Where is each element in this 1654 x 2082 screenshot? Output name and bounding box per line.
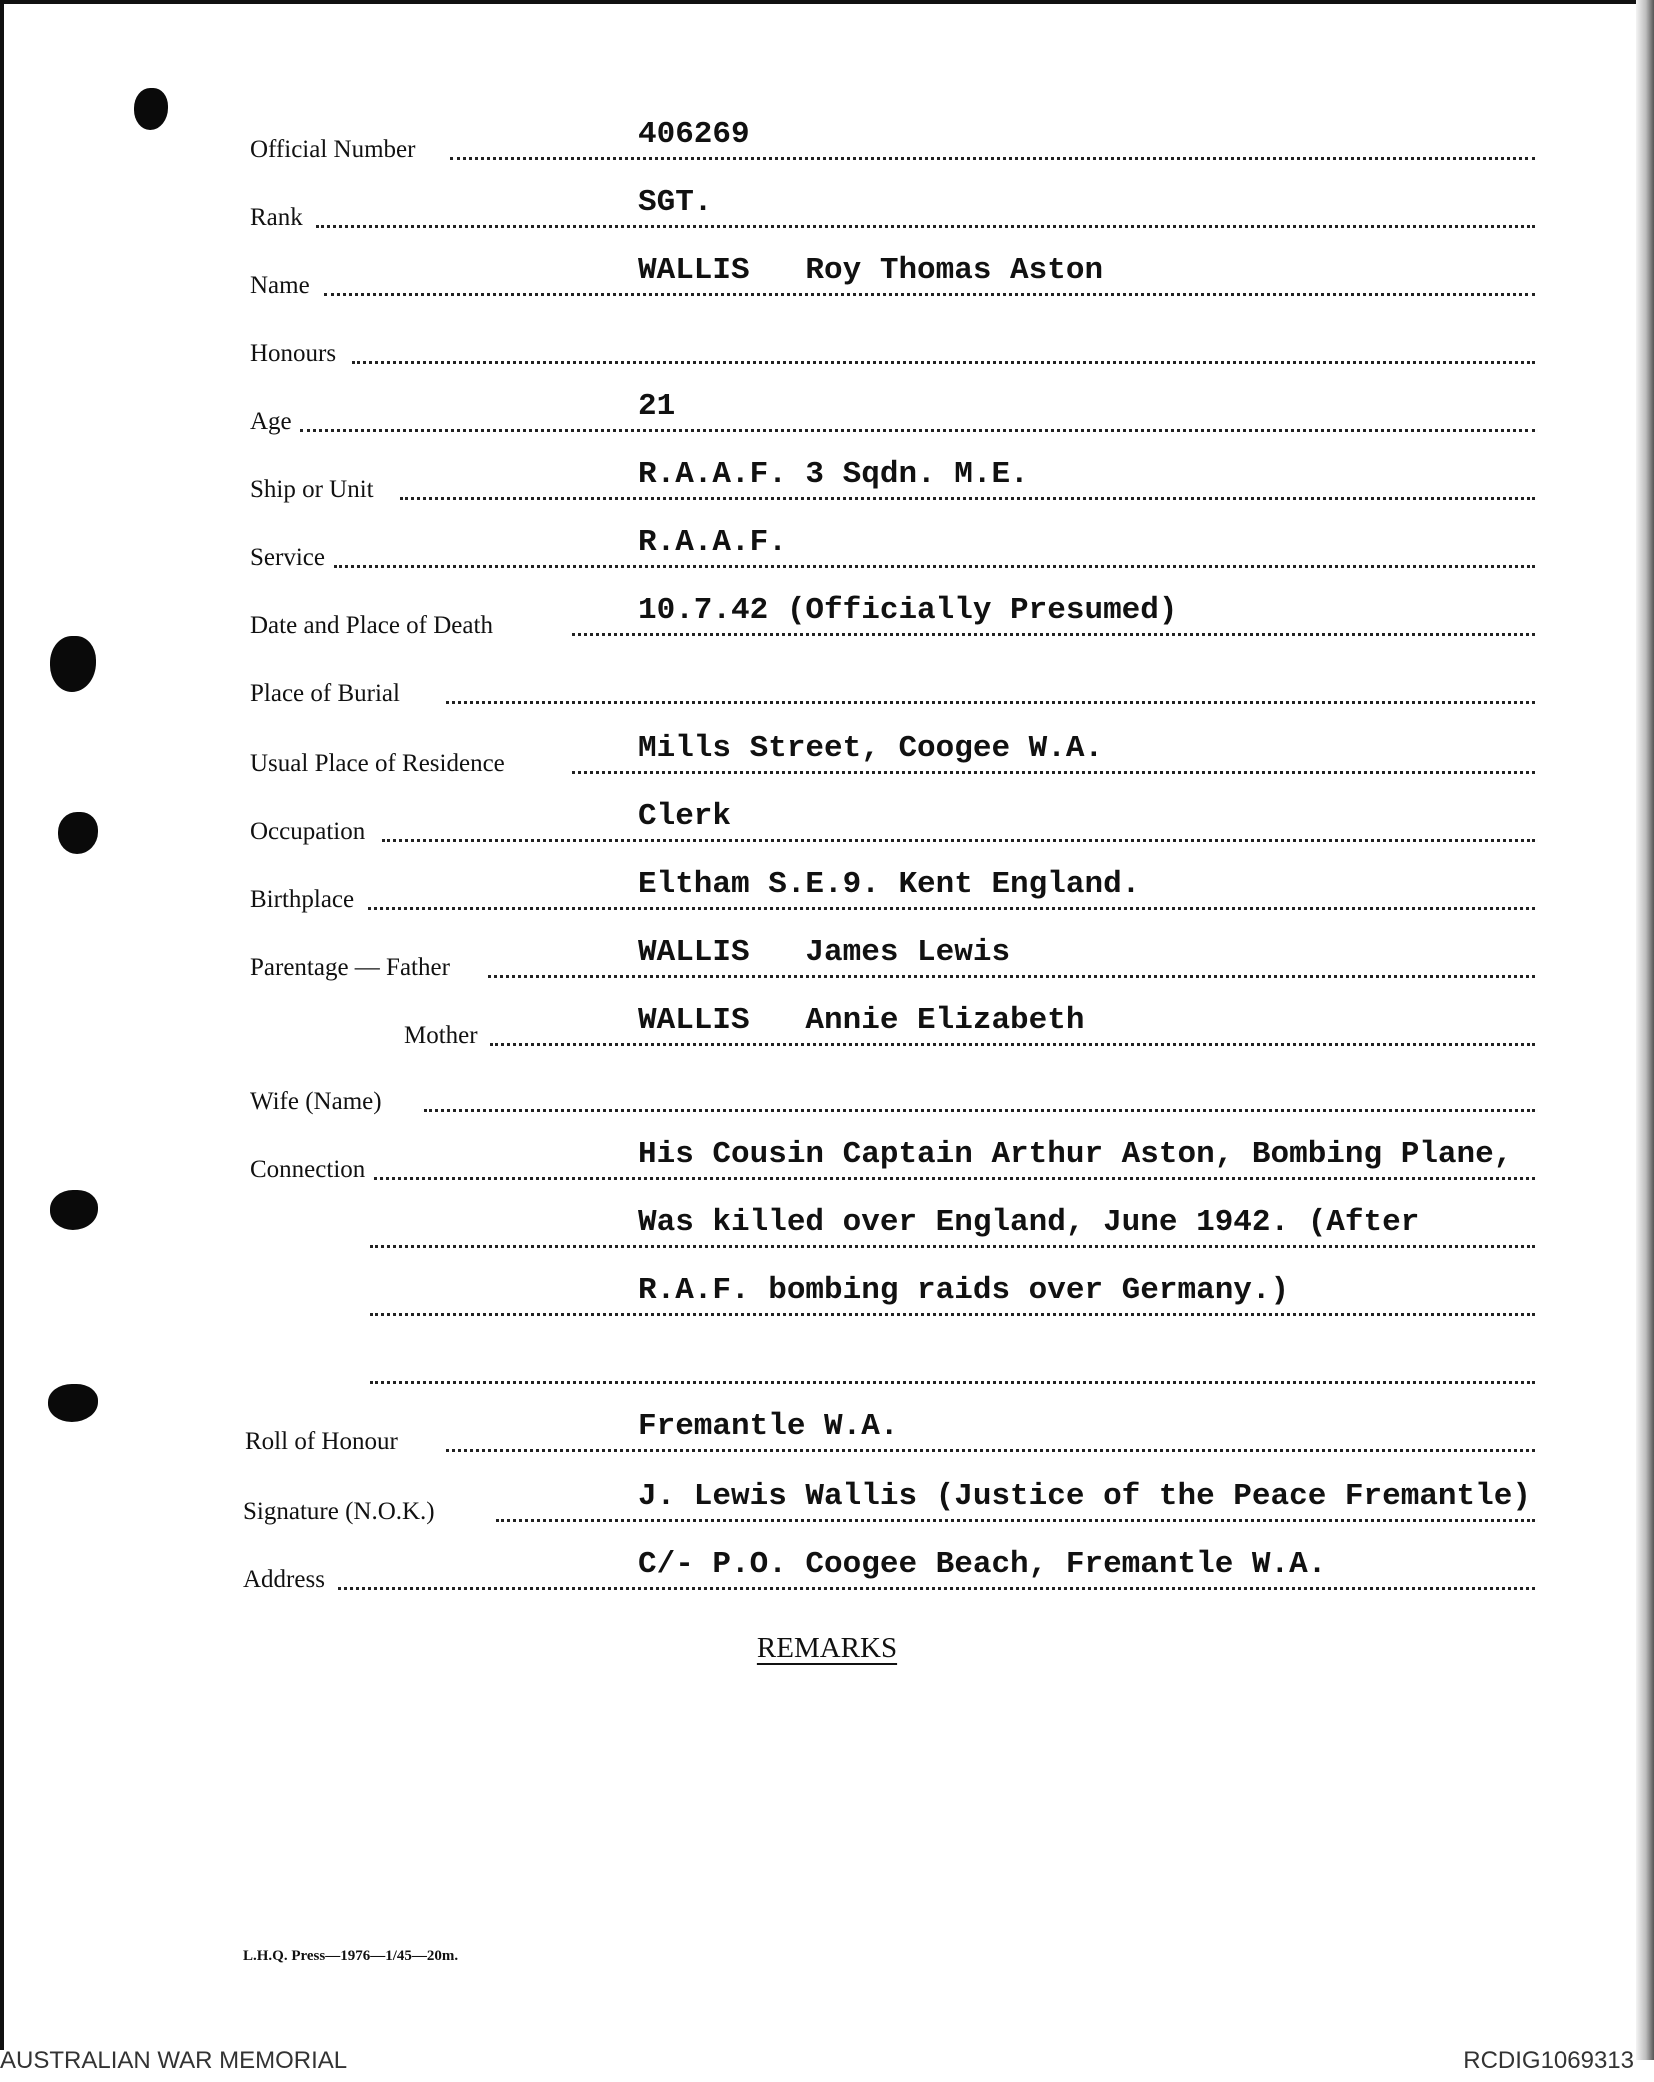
- row-signature: [0, 1472, 1654, 1528]
- row-place-of-burial: [0, 654, 1654, 710]
- scan-edge-top: [0, 0, 1654, 4]
- dotted-line: [382, 839, 1535, 842]
- label-father: Parentage — Father: [250, 954, 450, 981]
- row-official-number: [0, 110, 1654, 166]
- row-connection-cont: [0, 1198, 1654, 1254]
- row-service: [0, 518, 1654, 574]
- dotted-line: [352, 361, 1535, 364]
- row-birthplace: [0, 860, 1654, 916]
- row-connection: [0, 1130, 1654, 1186]
- row-ship-or-unit: [0, 450, 1654, 506]
- value-service: R.A.A.F.: [638, 525, 787, 560]
- value-ship-or-unit: R.A.A.F. 3 Sqdn. M.E.: [638, 457, 1029, 492]
- value-roll-of-honour: Fremantle W.A.: [638, 1409, 899, 1444]
- dotted-line: [446, 701, 1535, 704]
- dotted-line: [488, 975, 1535, 978]
- label-roll-of-honour: Roll of Honour: [245, 1428, 398, 1455]
- row-connection-cont: [0, 1266, 1654, 1322]
- dotted-line: [496, 1519, 1535, 1522]
- label-honours: Honours: [250, 340, 337, 367]
- value-name: WALLIS Roy Thomas Aston: [638, 253, 1104, 288]
- dotted-line: [334, 565, 1535, 568]
- dotted-line: [490, 1043, 1535, 1046]
- value-date-place-death: 10.7.42 (Officially Presumed): [638, 593, 1178, 628]
- row-address: [0, 1540, 1654, 1596]
- dotted-line: [572, 633, 1535, 636]
- label-usual-residence: Usual Place of Residence: [250, 750, 505, 777]
- dotted-line: [400, 497, 1535, 500]
- dotted-line: [316, 225, 1535, 228]
- label-birthplace: Birthplace: [250, 886, 355, 913]
- label-age: Age: [250, 408, 292, 435]
- printer-note: L.H.Q. Press—1976—1/45—20m.: [243, 1948, 459, 1964]
- label-service: Service: [250, 544, 325, 571]
- row-occupation: [0, 792, 1654, 848]
- dotted-line: [368, 907, 1535, 910]
- row-wife: [0, 1062, 1654, 1118]
- value-birthplace: Eltham S.E.9. Kent England.: [638, 867, 1141, 902]
- value-mother: WALLIS Annie Elizabeth: [638, 1003, 1085, 1038]
- row-age: [0, 382, 1654, 438]
- value-usual-residence: Mills Street, Coogee W.A.: [638, 731, 1104, 766]
- label-name: Name: [250, 272, 310, 299]
- remarks-heading-text: REMARKS: [756, 1632, 898, 1664]
- value-father: WALLIS James Lewis: [638, 935, 1011, 970]
- row-honours: [0, 314, 1654, 370]
- dotted-line: [446, 1449, 1535, 1452]
- dotted-line: [370, 1245, 1535, 1248]
- label-rank: Rank: [250, 204, 303, 231]
- dotted-line: [374, 1177, 1535, 1180]
- row-father: [0, 928, 1654, 984]
- value-address: C/- P.O. Coogee Beach, Fremantle W.A.: [638, 1547, 1327, 1582]
- value-official-number: 406269: [638, 117, 750, 152]
- label-address: Address: [243, 1566, 325, 1593]
- label-ship-or-unit: Ship or Unit: [250, 476, 374, 503]
- label-mother: Mother: [404, 1022, 478, 1049]
- value-occupation: Clerk: [638, 799, 732, 834]
- dotted-line: [300, 429, 1535, 432]
- label-signature: Signature (N.O.K.): [243, 1498, 435, 1525]
- row-rank: [0, 178, 1654, 234]
- row-usual-residence: [0, 724, 1654, 780]
- dotted-line: [572, 771, 1535, 774]
- label-date-place-death: Date and Place of Death: [250, 612, 493, 639]
- value-rank: SGT.: [638, 185, 713, 220]
- footer-record-id: RCDIG1069313: [1463, 2047, 1634, 2074]
- remarks-heading: [0, 1632, 1654, 1665]
- dotted-line: [324, 293, 1535, 296]
- row-mother: [0, 996, 1654, 1052]
- row-connection-cont: [0, 1334, 1654, 1390]
- dotted-line: [338, 1587, 1535, 1590]
- row-name: [0, 246, 1654, 302]
- label-connection: Connection: [250, 1156, 366, 1183]
- dotted-line: [370, 1381, 1535, 1384]
- value-connection-line-2: Was killed over England, June 1942. (After: [638, 1205, 1420, 1240]
- footer-archive-name: AUSTRALIAN WAR MEMORIAL: [0, 2047, 348, 2074]
- dotted-line: [370, 1313, 1535, 1316]
- value-age: 21: [638, 389, 676, 424]
- value-connection-line-1: His Cousin Captain Arthur Aston, Bombing Plane,: [638, 1137, 1513, 1172]
- row-roll-of-honour: [0, 1402, 1654, 1458]
- row-date-place-death: [0, 586, 1654, 642]
- label-official-number: Official Number: [250, 136, 416, 163]
- value-signature: J. Lewis Wallis (Justice of the Peace Fremantle): [638, 1479, 1531, 1514]
- value-connection-line-3: R.A.F. bombing raids over Germany.): [638, 1273, 1290, 1308]
- dotted-line: [450, 157, 1535, 160]
- label-occupation: Occupation: [250, 818, 366, 845]
- label-place-of-burial: Place of Burial: [250, 680, 400, 707]
- dotted-line: [424, 1109, 1535, 1112]
- label-wife: Wife (Name): [250, 1088, 382, 1115]
